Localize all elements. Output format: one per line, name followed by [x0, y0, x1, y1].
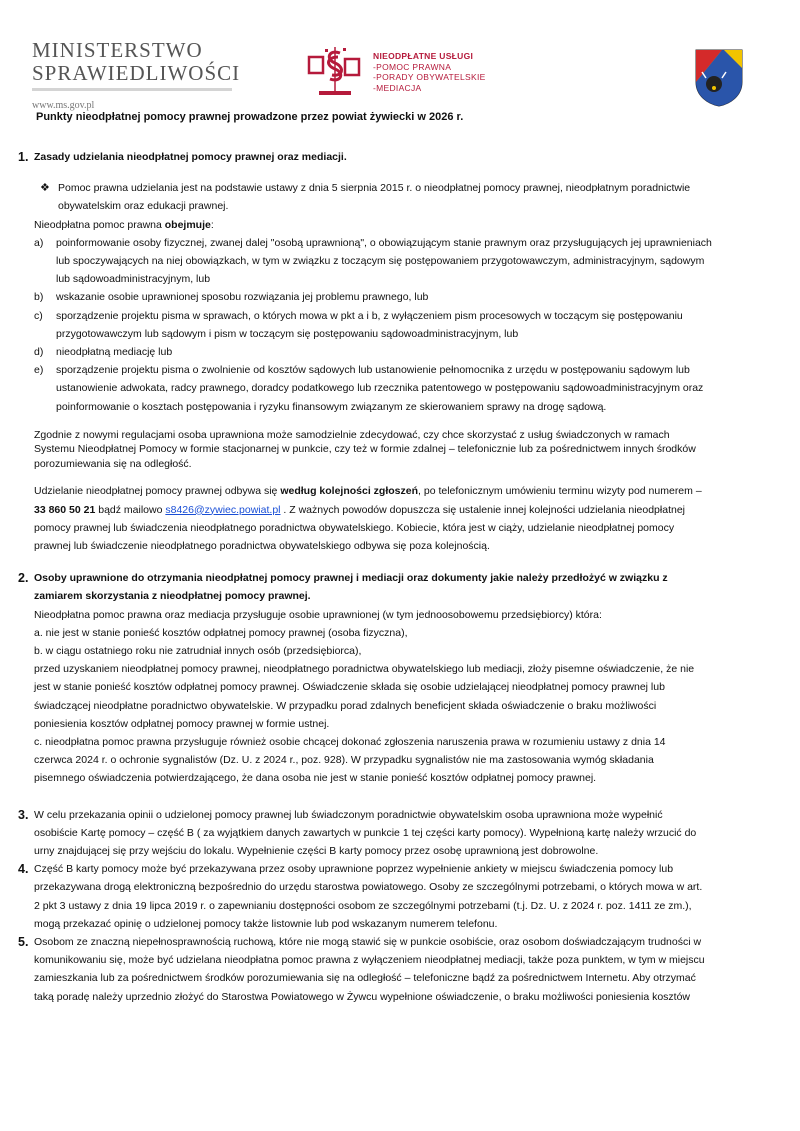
legal-basis-bullet — [18, 179, 778, 215]
scope-item-e: e) sporządzenie projektu pisma o zwolnienie od kosztów sądowych lub ustanowienie pełnomocnika z urzędu w postępowaniu sądowym lub ustanowienie adwokata, radcy prawnego, doradcy podatkowego lub rzecznika patentowego w postępowaniu sądowoadministracyjnym oraz poinformowanie o kosztach postępowania i ryzyku finansowym związanym ze skierowaniem sprawy na drogę sądową. — [34, 364, 704, 413]
np-line2: -POMOC PRAWNA — [373, 61, 452, 72]
ministry-logo-divider — [32, 88, 232, 91]
eligibility-intro: Nieodpłatna pomoc prawna oraz mediacja przysługuje osobie uprawnionej (w tym jednoosobowemu przedsiębiorcy) która: — [34, 608, 602, 621]
section-4-number: 4. — [18, 862, 29, 877]
section-3: 3. W celu przekazania opinii o udzielonej pomocy prawnej lub świadczonym poradnictwie obywatelskim osoba uprawniona może wypełnić osobiście Kartę pomocy – część B ( za wyjątkiem danych zawartych w punkcie 1 tej części karty pomocy). Wypełnioną kartę należy wrzucić do urny znajdującej się przy wejściu do lokalu. Wypełnienie części B karty pomocy przez osobę uprawnioną jest dobrowolne. — [18, 807, 697, 857]
scope-item-c: c) sporządzenie projektu pisma w sprawach, o których mowa w pkt a i b, z wyłączeniem pism procesowych w toczącym się postępowaniu przygotowawczym lub sądowym i pism w toczącym się postępowaniu sądowoadministracyjnym, lub — [34, 309, 683, 340]
section-3-number: 3. — [18, 807, 29, 822]
phone-number: 33 860 50 21 — [34, 503, 96, 516]
remote-form-paragraph: Zgodnie z nowymi regulacjami osoba uprawniona może samodzielnie zdecydować, czy chce skorzystać z usług świadczonych w ramach Systemu Nieodpłatnej Pomocy w formie stacjonarnej w punkcie, czy też w formie zdalnej – telefonicznie lub za pośrednictwem innych środków porozumiewania się na odległość. — [34, 428, 696, 470]
ministry-url: www.ms.gov.pl — [32, 100, 95, 111]
scope-item-d: d) nieodpłatną mediację lub — [34, 346, 173, 359]
document-body — [18, 148, 778, 1006]
document-title: Punkty nieodpłatnej pomocy prawnej prowadzone przez powiat żywiecki w 2026 r. — [36, 111, 464, 123]
free-legal-aid-logo — [305, 45, 505, 97]
scope-intro: Nieodpłatna pomoc prawna obejmuje: — [34, 218, 214, 231]
scope-item-b: b) wskazanie osobie uprawnionej sposobu rozwiązania jej problemu prawnego, lub — [34, 291, 429, 304]
section-5-number: 5. — [18, 935, 29, 950]
np-line3: -PORADY OBYWATELSKIE — [373, 72, 486, 82]
eligibility-item-c: c. nieodpłatna pomoc prawna przysługuje również osobie chcącej dokonać zgłoszenia naruszenia prawa w rozumieniu ustawy z dnia 14 czerwca 2024 r. o ochronie sygnalistów (Dz. U. z 2024 r., poz. 928). W przypadku sygnalistów nie ma zastosowania wymóg składania pisemnego oświadczenia potwierdzającego, że dana osoba nie jest w stanie ponieść kosztów odpłatnej pomocy prawnej. — [34, 735, 666, 785]
section-1-heading — [18, 148, 778, 166]
section-2-number: 2. — [18, 571, 29, 586]
legal-basis-text: Pomoc prawna udzielania jest na podstawie ustawy z dnia 5 sierpnia 2015 r. o nieodpłatnej pomocy prawnej, nieodpłatnym poradnictwie obywatelskim oraz edukacji prawnej. — [58, 182, 691, 213]
eligibility-item-b: b. w ciągu ostatniego roku nie zatrudniał innych osób (przedsiębiorca), — [34, 644, 362, 657]
section-1-title: Zasady udzielania nieodpłatnej pomocy prawnej oraz mediacji. — [34, 151, 347, 163]
scope-item-a: a) poinformowanie osoby fizycznej, zwanej dalej "osobą uprawnioną", o obowiązującym stanie prawnym oraz przysługujących jej uprawnieniach lub spoczywających na niej obowiązkach, w tym w związku z toczącym się postępowaniem przygotowawczym, administracyjnym, sądowym lub sądowoadministracyjnym, lub — [34, 236, 712, 286]
appointment-paragraph: Udzielanie nieodpłatnej pomocy prawnej odbywa się według kolejności zgłoszeń, po telefonicznym umówieniu terminu wizyty pod numerem – 33 860 50 21 bądź mailowo s8426@zywiec.powiat.pl . Z ważnych powodów dopuszcza się ustalenie innej kolejności udzielania nieodpłatnej pomocy prawnej lub świadczenia nieodpłatnego poradnictwa obywatelskiego. Kobiecie, która jest w ciąży, udzielanie nieodpłatnej pomocy prawnej lub świadczenie nieodpłatnego poradnictwa obywatelskiego odbywa się poza kolejnością. — [34, 485, 702, 552]
np-line4: -MEDIACJA — [373, 82, 422, 93]
section-5: 5. Osobom ze znaczną niepełnosprawnością ruchową, które nie mogą stawić się w punkcie osobiście, oraz osobom doświadczającym trudności w komunikowaniu się, może być udzielana nieodpłatna pomoc prawna z wyłączeniem nieodpłatnej mediacji, także poza punktem, w tym w miejscu zamieszkania lub za pośrednictwem środków porozumiewania się na odległość – telefoniczne bądź za pośrednictwem Internetu. Aby otrzymać taką poradę należy uprzednio złożyć do Starostwa Powiatowego w Żywcu wypełnione oświadczenie, o braku możliwości poniesienia kosztów — [18, 935, 705, 1003]
np-line1: NIEODPŁATNE USŁUGI — [373, 51, 474, 61]
diamond-bullet-icon: ❖ — [40, 182, 50, 195]
eligibility-item-a: a. nie jest w stanie ponieść kosztów odpłatnej pomocy prawnej (osoba fizyczna), — [34, 626, 408, 639]
paragraph-scales-icon — [305, 45, 365, 97]
ministry-logo-line2: SPRAWIEDLIWOŚCI — [32, 61, 241, 85]
declaration-paragraph: przed uzyskaniem nieodpłatnej pomocy prawnej, nieodpłatnego poradnictwa obywatelskiego lub mediacji, złoży pisemne oświadczenie, że nie jest w stanie ponieść kosztów odpłatnej pomocy prawnej. Oświadczenie składa się osobie udzielającej nieodpłatnej pomocy prawnej lub świadczącej nieodpłatne poradnictwo obywatelskie. W przypadku porad zdalnych beneficjent składa oświadczenie o braku możliwości poniesienia kosztów odpłatnej pomocy prawnej w formie ustnej. — [34, 663, 695, 730]
ministry-logo-line1: MINISTERSTWO — [32, 38, 203, 62]
section-1-number: 1. — [18, 150, 29, 164]
section-4: 4. Część B karty pomocy może być przekazywana przez osoby uprawnione poprzez wypełnienie ankiety w miejscu świadczenia pomocy lub przekazywana drogą elektroniczną bezpośrednio do urzędu starostwa powiatowego. Osoby ze szczególnymi potrzebami, o których mowa w art. 2 pkt 3 ustawy z dnia 19 lipca 2019 r. o zapewnianiu dostępności osobom ze szczególnymi potrzebami (t.j. Dz. U. z 2024 r. poz. 1411 ze zm.), mogą przekazać opinię o udzielonej pomocy także listownie lub pod wskazanym numerem telefonu. — [18, 862, 703, 930]
free-legal-aid-text — [373, 51, 486, 93]
section-2-heading: 2. Osoby uprawnione do otrzymania nieodpłatnej pomocy prawnej i mediacji oraz dokumenty jakie należy przedłożyć w związku z zamiarem skorzystania z nieodpłatnej pomocy prawnej. — [18, 571, 668, 603]
coat-of-arms-icon — [694, 48, 744, 108]
email-link[interactable]: s8426@zywiec.powiat.pl — [165, 503, 281, 516]
ministry-logo — [32, 40, 242, 111]
